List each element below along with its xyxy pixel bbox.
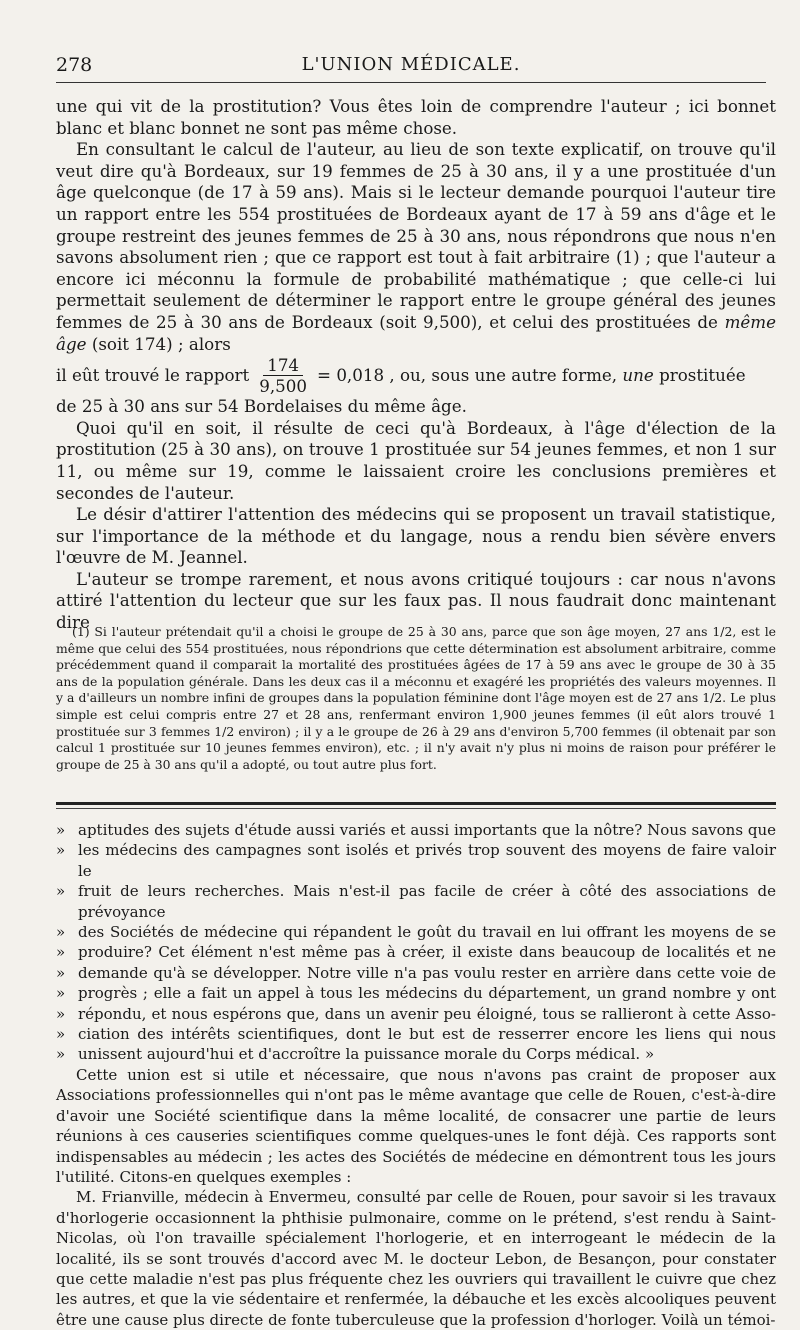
quote-line-text: progrès ; elle a fait un appel à tous les médecins du département, un grand nombre y ont: [78, 984, 776, 1003]
fraction-denominator: 9,500: [259, 376, 308, 397]
quote-mark: »: [56, 923, 66, 942]
paragraph-2-text: En consultant le calcul de l'auteur, au lieu de son texte explicatif, on trouve qu'il veut dire qu'à Bordeaux, sur 19 femmes de 25 à 30 ans, il y a une prostituée d'un âge quelconque (de 17 à 59 ans). Mais si le lecteur demande pourquoi l'auteur tire un rapport entre les 554 prostituées de Bordeaux ayant de 17 à 59 ans d'âge et le groupe restreint des jeunes femmes de 25 à 30 ans, nous répondrons que nous n'en savons absolument rien ; que ce rapport est tout à fait arbitraire (1) ; que l'auteur a encore ici méconnu la formule de probabilité mathématique ; que celle-ci lui permettait seulement de déterminer le rapport entre le groupe général des jeunes femmes de 25 à 30 ans de Bordeaux (soit 9,500), et celui des prostituées de: [56, 139, 776, 332]
quote-line: [56, 983, 776, 1003]
quote-line-text: produire? Cet élément n'est même pas à créer, il existe dans beaucoup de localités et ne: [78, 943, 776, 962]
quote-line: [56, 963, 776, 983]
quote-line-text: aptitudes des sujets d'étude aussi variés et aussi importants que la nôtre? Nous savons que: [78, 821, 776, 839]
paragraph-2-end: (soit 174) ; alors: [91, 333, 231, 354]
quote-line: [56, 1044, 776, 1064]
fraction-numerator: 174: [263, 355, 303, 376]
quote-line: [56, 942, 776, 962]
fraction-line: [56, 355, 776, 396]
quote-line: [56, 1024, 776, 1044]
quote-line: [56, 881, 776, 922]
paragraph-2: [56, 139, 776, 355]
quote-mark: »: [56, 841, 66, 860]
quote-line-text: répondu, et nous espérons que, dans un avenir peu éloigné, tous se rallieront à cette Asso-: [78, 1004, 776, 1023]
quote-mark: »: [56, 1025, 66, 1044]
quote-mark: »: [56, 963, 66, 982]
main-text: [56, 96, 776, 634]
quote-mark: »: [56, 1045, 66, 1064]
quote-line: [56, 1004, 776, 1024]
quote-line-text: demande qu'à se développer. Notre ville n'a pas voulu rester en arrière dans cette voie de: [78, 963, 776, 982]
paragraph-2-italic: même âge: [56, 311, 776, 354]
second-paragraph-2: M. Frianville, médecin à Envermeu, consulté par celle de Rouen, pour savoir si les travaux d'horlogerie occasionnent la phthisie pulmonaire, comme on le prétend, s'est rendu à Saint-Nicolas, où l'on travaille spécialement l'horlogerie, et en interrogeant le médecin de la localité, ils se sont trouvés d'accord avec M. le docteur Lebon, de Besançon, pour constater que cette maladie n'est pas plus fréquente chez les ouvriers qui travaillent le cuivre que chez les autres, et que la vie sédentaire et renfermée, la débauche et les excès alcooliques peuvent être une cause plus directe de fonte tuberculeuse que la profession d'horloger. Voilà un témoi-: [56, 1188, 776, 1329]
quote-line: [56, 820, 776, 840]
second-paragraph-1: Cette union est si utile et nécessaire, que nous n'avons pas craint de proposer aux Associations professionnelles qui n'ont pas le même avantage que celle de Rouen, c'est-à-dire d'avoir une Société scientifique dans la même localité, de consacrer une partie de leurs réunions à ces causeries scientifiques comme quelques-unes le font déjà. Ces rapports sont indispensables au médecin ; les actes des Sociétés de médecine en démontrent tous les jours l'utilité. Citons-en quelques exemples :: [56, 1065, 776, 1186]
paragraph-1: une qui vit de la prostitution? Vous êtes loin de comprendre l'auteur ; ici bonnet blanc et blanc bonnet ne sont pas même chose.: [56, 96, 776, 138]
quote-line: [56, 922, 776, 942]
quote-line-text: unissent aujourd'hui et d'accroître la puissance morale du Corps médical. »: [78, 1045, 655, 1064]
quote-mark: »: [56, 943, 66, 962]
page-header: [56, 54, 766, 84]
paragraph-4: Le désir d'attirer l'attention des médecins qui se proposent un travail statistique, sur l'importance de la méthode et du langage, nous a rendu bien sévère envers l'œuvre de M. Jeannel.: [56, 504, 776, 568]
separator-thin-rule: [56, 808, 776, 809]
paragraph-5: L'auteur se trompe rarement, et nous avons critiqué toujours : car nous n'avons attiré l'attention du lecteur que sur les faux pas. Il nous faudrait donc maintenant dire: [56, 568, 776, 633]
fraction-end: prostituée: [659, 364, 746, 385]
quote-line-text: des Sociétés de médecine qui répandent le goût du travail en lui offrant les moyens de se: [78, 923, 776, 942]
footnote-text: (1) Si l'auteur prétendait qu'il a choisi le groupe de 25 à 30 ans, parce que son âge moyen, 27 ans 1/2, est le même que celui des 554 prostituées, nous répondrions que cette détermination est absolument arbitraire, comme précédemment quand il comparait la mortalité des prostituées âgées de 17 à 59 ans avec le groupe de 30 à 35 ans de la population générale. Dans les deux cas il a méconnu et exagéré les propriétés des valeurs moyennes. Il y a d'ailleurs un nombre infini de groupes dans la population féminine dont l'âge moyen est de 27 ans 1/2. Le plus simple est celui compris entre 27 et 28 ans, renfermant environ 1,900 jeunes femmes (il eût alors trouvé 1 prostituée sur 3 femmes 1/2 environ) ; il y a le groupe de 26 à 29 ans d'environ 5,700 femmes (il obtenait par son calcul 1 prostituée sur 10 jeunes femmes environ), etc. ; il n'y avait n'y plus ni moins de raison pour préférer le groupe de 25 à 30 ans qu'il a adopté, ou tout autre plus fort.: [56, 624, 776, 772]
running-title: L'UNION MÉDICALE.: [301, 54, 521, 75]
footnote: [56, 624, 776, 773]
quote-line: [56, 840, 776, 881]
fraction-prefix: il eût trouvé le rapport: [56, 364, 250, 385]
quote-mark: »: [56, 1004, 66, 1023]
fraction-italic: une: [622, 364, 654, 385]
quoted-passage: [56, 820, 776, 1065]
quote-mark: »: [56, 821, 66, 839]
quote-line-text: ciation des intérêts scientifiques, dont le but est de resserrer encore les liens qui nous: [78, 1025, 776, 1044]
separator-thick-rule: [56, 802, 776, 805]
section-separator: [56, 802, 776, 809]
quote-line-text: les médecins des campagnes sont isolés et privés trop souvent des moyens de faire valoir le: [78, 841, 776, 880]
page-number: 278: [56, 54, 93, 76]
quote-mark: »: [56, 984, 66, 1003]
quote-line-text: fruit de leurs recherches. Mais n'est-il pas facile de créer à côté des associations de prévoyance: [78, 882, 776, 921]
paragraph-3: Quoi qu'il en soit, il résulte de ceci qu'à Bordeaux, à l'âge d'élection de la prostitution (25 à 30 ans), on trouve 1 prostituée sur 54 jeunes femmes, et non 1 sur 11, ou même sur 19, comme le laissaient croire les conclusions premières et secondes de l'auteur.: [56, 417, 776, 503]
fraction-result: = 0,018 , ou, sous une autre forme,: [317, 364, 618, 385]
quote-mark: »: [56, 882, 66, 901]
fraction: [255, 355, 311, 396]
second-article: [56, 820, 776, 1330]
header-rule: [56, 82, 766, 83]
paragraph-2-tail: de 25 à 30 ans sur 54 Bordelaises du même âge.: [56, 396, 467, 417]
